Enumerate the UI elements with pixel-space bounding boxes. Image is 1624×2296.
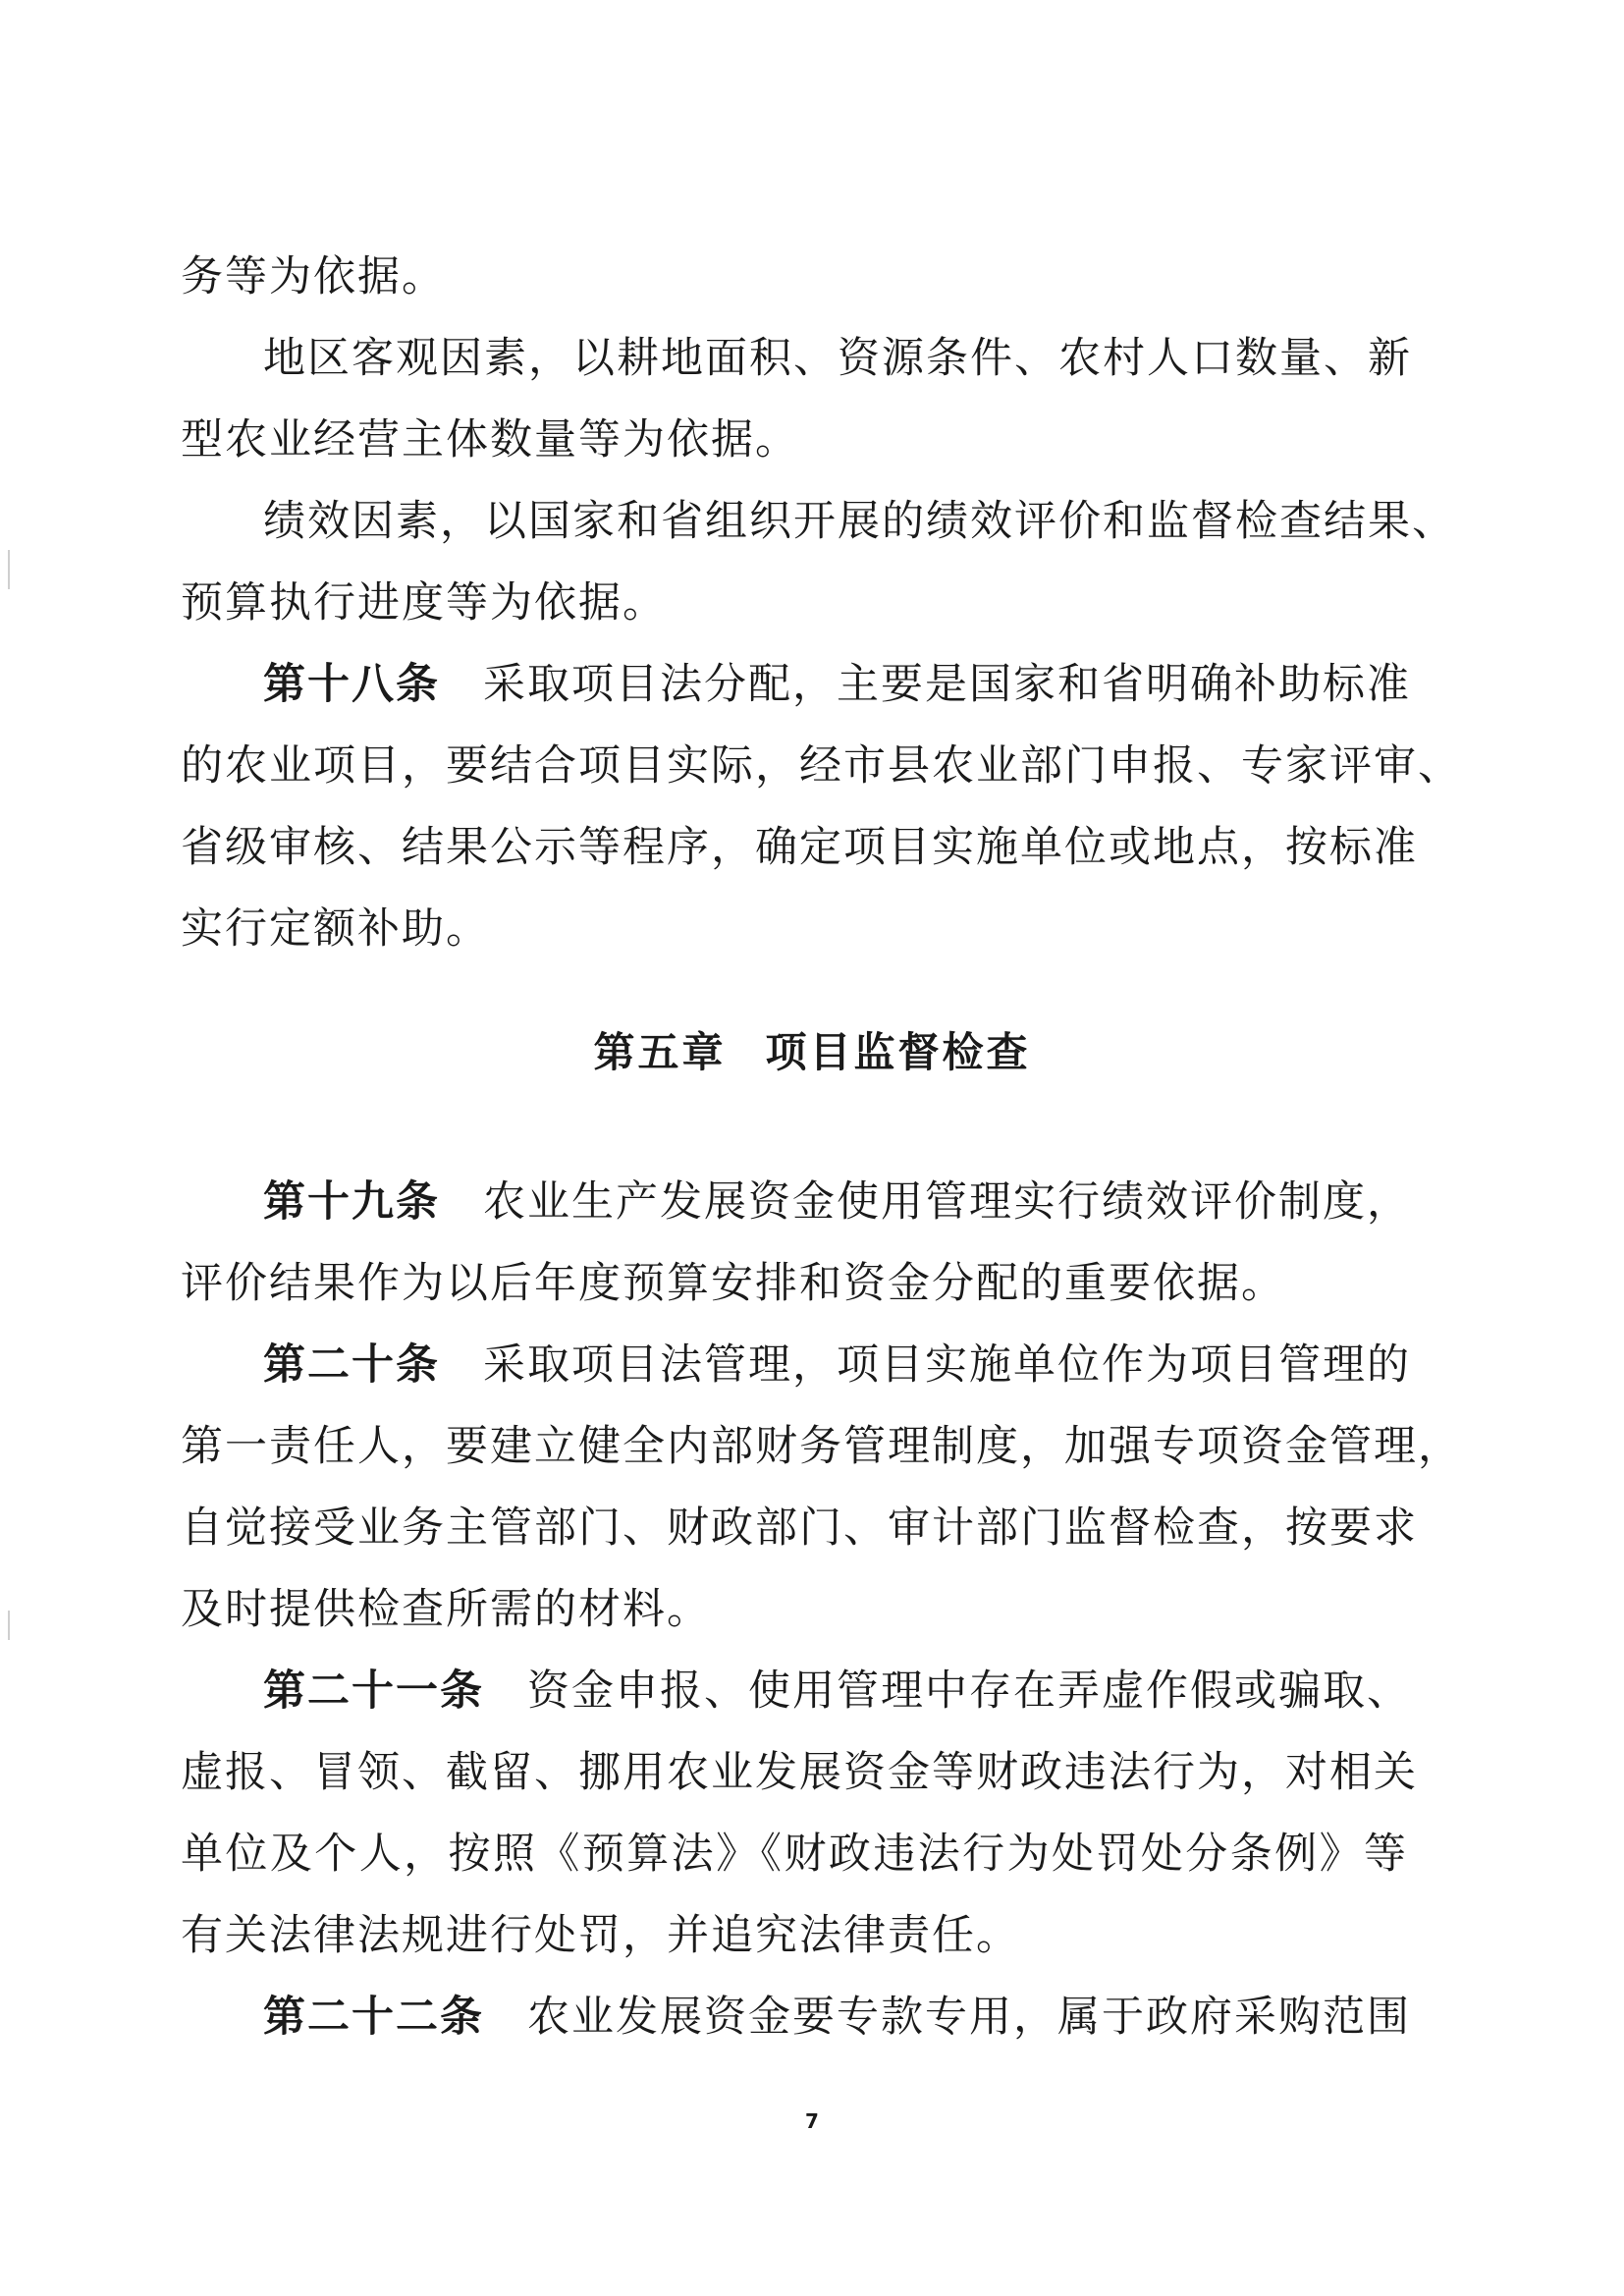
paragraph-line: 有关法律法规进行处罚，并追究法律责任。 (181, 1911, 1020, 1960)
paragraph-line: 评价结果作为以后年度预算安排和资金分配的重要依据。 (181, 1259, 1285, 1308)
article-20-line (263, 1338, 1411, 1393)
article-18-line (263, 657, 1411, 712)
article-heading: 第二十一条 (263, 1667, 484, 1716)
page-number: 7 (805, 2109, 819, 2133)
article-text: 采取项目法分配，主要是国家和省明确补助标准 (483, 660, 1411, 709)
chapter-title: 项目监督检查 (765, 1028, 1031, 1076)
article-19-line (263, 1175, 1411, 1230)
paragraph-line: 绩效因素，以国家和省组织开展的绩效评价和监督检查结果、 (263, 497, 1456, 546)
paragraph-line: 自觉接受业务主管部门、财政部门、审计部门监督检查，按要求 (181, 1503, 1418, 1553)
article-heading: 第二十二条 (263, 1993, 484, 2042)
article-heading: 第二十条 (263, 1340, 440, 1390)
scan-artifact (8, 1611, 10, 1640)
paragraph-line: 及时提供检查所需的材料。 (181, 1585, 711, 1634)
paragraph-line: 型农业经营主体数量等为依据。 (181, 415, 799, 465)
article-22-line (263, 1990, 1411, 2045)
paragraph-line: 虚报、冒领、截留、挪用农业发展资金等财政违法行为，对相关 (181, 1748, 1418, 1797)
paragraph-line: 第一责任人，要建立健全内部财务管理制度，加强专项资金管理， (181, 1422, 1462, 1471)
paragraph-line: 地区客观因素，以耕地面积、资源条件、农村人口数量、新 (263, 334, 1412, 383)
article-heading: 第十九条 (263, 1177, 440, 1227)
paragraph-line: 的农业项目，要结合项目实际，经市县农业部门申报、专家评审、 (181, 741, 1462, 791)
paragraph-line: 务等为依据。 (181, 252, 446, 301)
scan-artifact (8, 550, 10, 589)
article-heading: 第十八条 (263, 660, 440, 709)
chapter-heading (0, 1025, 1624, 1080)
article-text: 农业生产发展资金使用管理实行绩效评价制度， (483, 1177, 1411, 1227)
article-21-line (263, 1664, 1411, 1719)
paragraph-line: 省级审核、结果公示等程序，确定项目实施单位或地点，按标准 (181, 823, 1418, 872)
chapter-number: 第五章 (593, 1028, 727, 1076)
article-text: 农业发展资金要专款专用，属于政府采购范围 (527, 1993, 1411, 2042)
paragraph-line: 实行定额补助。 (181, 904, 490, 954)
paragraph-line: 单位及个人，按照《预算法》《财政违法行为处罚处分条例》等 (181, 1830, 1408, 1879)
paragraph-line: 预算执行进度等为依据。 (181, 578, 667, 628)
article-text: 资金申报、使用管理中存在弄虚作假或骗取、 (527, 1667, 1411, 1716)
article-text: 采取项目法管理，项目实施单位作为项目管理的 (483, 1340, 1411, 1390)
